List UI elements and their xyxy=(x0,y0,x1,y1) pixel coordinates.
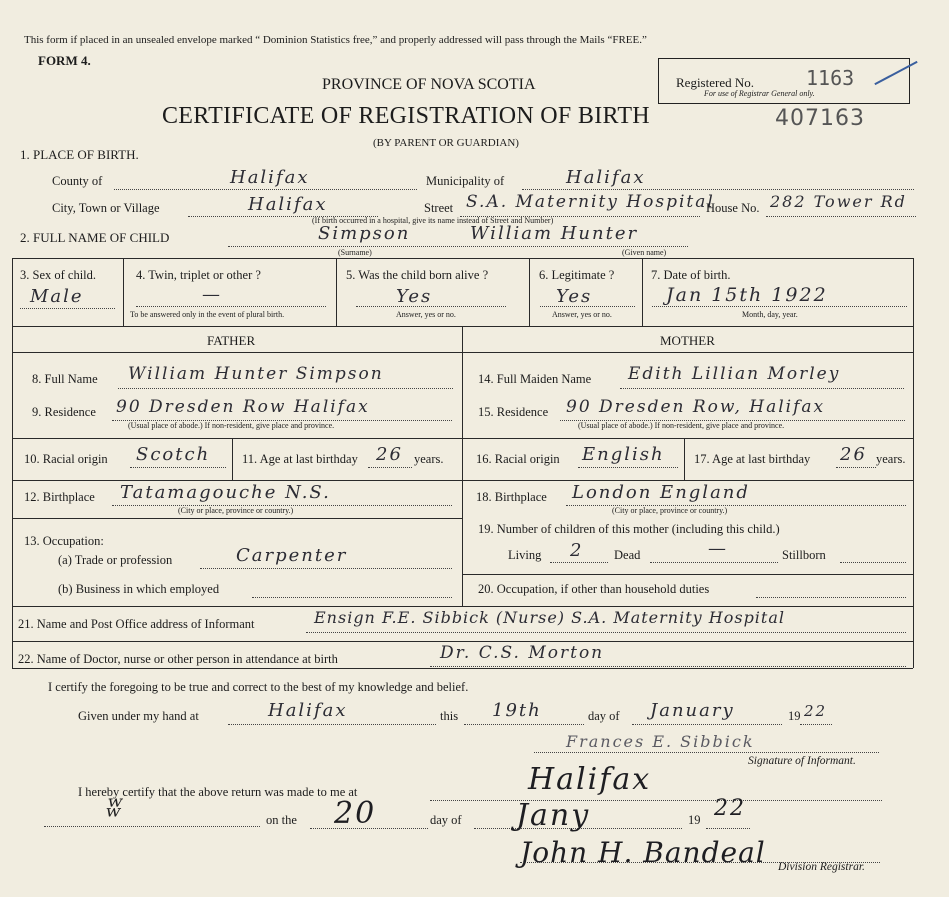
informant-signature: Frances E. Sibbick xyxy=(566,732,755,751)
mother-residence-value: 90 Dresden Row, Halifax xyxy=(566,397,826,417)
division-registrar-label: Division Registrar. xyxy=(778,861,865,873)
born-alive-label: 5. Was the child born alive ? xyxy=(346,268,489,282)
mother-age-suffix: years. xyxy=(876,452,906,466)
year-prefix: 19 xyxy=(788,709,801,723)
date-of-birth-label: 7. Date of birth. xyxy=(651,268,731,282)
mother-birthplace-label: 18. Birthplace xyxy=(476,490,547,504)
certify-statement: I certify the foregoing to be true and correct to the best of my knowledge and belief. xyxy=(48,680,469,694)
dead-value: — xyxy=(708,538,728,559)
child-given-name: William Hunter xyxy=(470,223,639,244)
mother-residence-note: (Usual place of abode.) If non-resident, give place and province. xyxy=(578,421,785,430)
dead-label: Dead xyxy=(614,548,641,562)
municipality-value: Halifax xyxy=(566,167,646,188)
children-count-label: 19. Number of children of this mother (including this child.) xyxy=(478,522,780,536)
child-name-label: 2. FULL NAME OF CHILD xyxy=(20,230,170,245)
street-value: S.A. Maternity Hospital xyxy=(466,192,715,212)
registered-number: 1163 xyxy=(806,66,855,90)
hospital-note: (If birth occurred in a hospital, give its name instead of Street and Number) xyxy=(312,216,554,225)
father-age-value: 26 xyxy=(376,444,403,465)
father-racial-value: Scotch xyxy=(136,444,211,465)
house-label: House No. xyxy=(706,201,760,215)
father-name-label: 8. Full Name xyxy=(32,372,98,386)
twin-value: — xyxy=(202,284,222,305)
sex-label: 3. Sex of child. xyxy=(20,268,97,282)
registration-year-value: 22 xyxy=(714,796,746,821)
twin-label: 4. Twin, triplet or other ? xyxy=(136,268,261,282)
born-alive-value: Yes xyxy=(396,286,433,307)
registration-day-value: 20 xyxy=(334,796,377,831)
mother-name-value: Edith Lillian Morley xyxy=(628,364,841,384)
father-residence-note: (Usual place of abode.) If non-resident, give place and province. xyxy=(128,421,335,430)
informant-label: 21. Name and Post Office address of Informant xyxy=(18,617,255,631)
given-place-value: Halifax xyxy=(268,700,348,721)
child-surname: Simpson xyxy=(318,223,411,244)
father-age-suffix: years. xyxy=(414,452,444,466)
date-of-birth-note: Month, day, year. xyxy=(742,310,798,319)
on-the-label: on the xyxy=(266,813,297,827)
given-name-note: (Given name) xyxy=(622,248,667,257)
registrar-initial-mark: ʬ xyxy=(106,790,123,823)
father-age-label: 11. Age at last birthday xyxy=(242,452,358,466)
living-value: 2 xyxy=(570,540,584,561)
signature-informant-label: Signature of Informant. xyxy=(748,755,856,767)
occupation-label: 13. Occupation: xyxy=(24,534,104,548)
hereby-certify-statement: I hereby certify that the above return was made to me at xyxy=(78,785,358,799)
county-label: County of xyxy=(52,174,103,188)
father-birthplace-note: (City or place, province or country.) xyxy=(178,506,294,515)
registrar-signature: John H. Bandeal xyxy=(520,836,766,869)
sex-value: Male xyxy=(30,286,84,307)
municipality-label: Municipality of xyxy=(426,174,505,188)
street-label: Street xyxy=(424,201,454,215)
dayof-label: day of xyxy=(588,709,620,723)
business-label: (b) Business in which employed xyxy=(58,582,220,596)
house-value: 282 Tower Rd xyxy=(770,192,907,211)
registered-note: For use of Registrar General only. xyxy=(704,89,815,98)
place-of-birth-label: 1. PLACE OF BIRTH. xyxy=(20,147,139,162)
father-residence-value: 90 Dresden Row Halifax xyxy=(116,397,370,417)
trade-label: (a) Trade or profession xyxy=(58,553,173,567)
registered-label: Registered No. xyxy=(676,75,754,90)
city-label: City, Town or Village xyxy=(52,201,160,215)
mother-age-value: 26 xyxy=(840,444,867,465)
given-year-value: 22 xyxy=(804,702,828,720)
legitimate-value: Yes xyxy=(556,286,593,307)
living-label: Living xyxy=(508,548,542,562)
given-month-value: January xyxy=(650,700,735,721)
surname-note: (Surname) xyxy=(338,248,372,257)
mother-age-label: 17. Age at last birthday xyxy=(694,452,811,466)
registration-dayof-label: day of xyxy=(430,813,462,827)
stamp-number: 407163 xyxy=(775,106,865,131)
father-residence-label: 9. Residence xyxy=(32,405,96,419)
mother-heading: MOTHER xyxy=(660,333,715,348)
form-number: FORM 4. xyxy=(38,53,91,68)
mother-occupation-label: 20. Occupation, if other than household duties xyxy=(478,582,710,596)
given-day-value: 19th xyxy=(492,700,542,721)
legitimate-label: 6. Legitimate ? xyxy=(539,268,615,282)
this-label: this xyxy=(440,709,459,723)
mother-birthplace-value: London England xyxy=(572,482,750,503)
county-value: Halifax xyxy=(230,167,310,188)
legitimate-note: Answer, yes or no. xyxy=(552,310,612,319)
informant-value: Ensign F.E. Sibbick (Nurse) S.A. Maternity Hospital xyxy=(314,608,786,627)
mother-racial-value: English xyxy=(582,444,665,465)
father-name-value: William Hunter Simpson xyxy=(128,364,384,384)
father-racial-label: 10. Racial origin xyxy=(24,452,108,466)
registration-month-value: Jany xyxy=(516,798,591,833)
city-value: Halifax xyxy=(248,194,328,215)
doctor-value: Dr. C.S. Morton xyxy=(440,643,605,663)
trade-value: Carpenter xyxy=(236,545,348,566)
stillborn-label: Stillborn xyxy=(782,548,826,562)
date-of-birth-value: Jan 15th 1922 xyxy=(666,284,828,306)
mother-name-label: 14. Full Maiden Name xyxy=(478,372,592,386)
province-heading: PROVINCE OF NOVA SCOTIA xyxy=(322,76,536,93)
registration-year-prefix: 19 xyxy=(688,813,701,827)
page-subtitle: (BY PARENT OR GUARDIAN) xyxy=(373,137,519,149)
mother-birthplace-note: (City or place, province or country.) xyxy=(612,506,728,515)
father-birthplace-value: Tatamagouche N.S. xyxy=(120,482,331,503)
born-alive-note: Answer, yes or no. xyxy=(396,310,456,319)
mother-racial-label: 16. Racial origin xyxy=(476,452,560,466)
twin-note: To be answered only in the event of plural birth. xyxy=(130,310,285,319)
doctor-label: 22. Name of Doctor, nurse or other person in attendance at birth xyxy=(18,652,338,666)
father-birthplace-label: 12. Birthplace xyxy=(24,490,95,504)
hereby-place-value: Halifax xyxy=(528,762,652,797)
father-heading: FATHER xyxy=(207,333,256,348)
envelope-notice: This form if placed in an unsealed envelope marked “ Dominion Statistics free,” and properly addressed will pass through the Mails “FREE.” xyxy=(24,34,647,46)
page-title: CERTIFICATE OF REGISTRATION OF BIRTH xyxy=(162,103,650,129)
given-under-label: Given under my hand at xyxy=(78,709,199,723)
mother-residence-label: 15. Residence xyxy=(478,405,549,419)
